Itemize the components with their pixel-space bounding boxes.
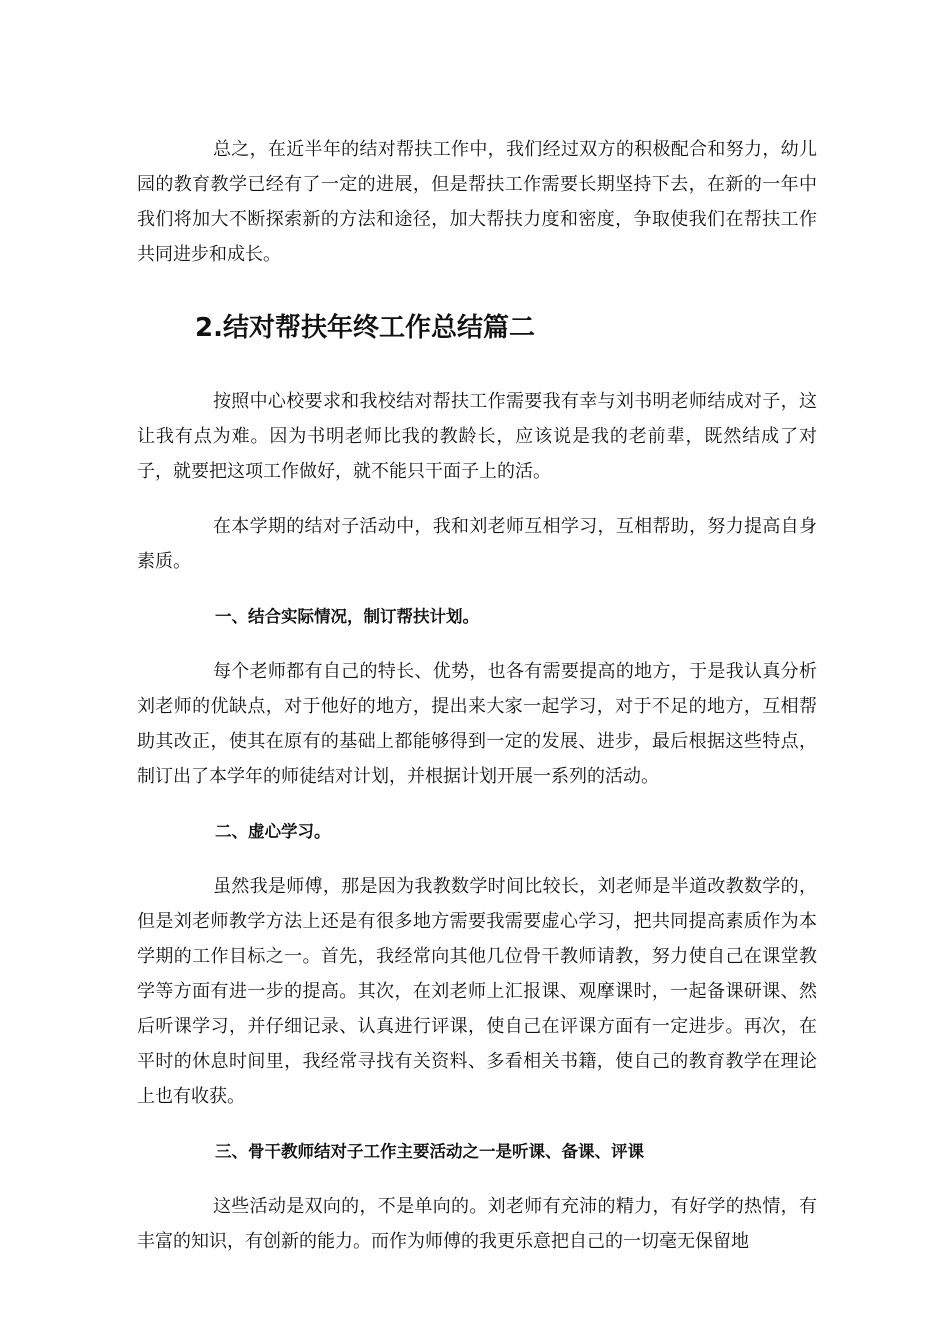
paragraph-summary: 总之，在近半年的结对帮扶工作中，我们经过双方的积极配合和努力，幼儿园的教育教学已经有了一定的进展，但是帮扶工作需要长期坚持下去，在新的一年中我们将加大不断探索新的方法和途径，加大帮扶力度和密度，争取使我们在帮扶工作共同进步和成长。: [137, 139, 817, 265]
document-page: [137, 132, 817, 1259]
subheading-plan: 一、结合实际情况，制订帮扶计划。: [215, 607, 479, 626]
paragraph-lessons: 这些活动是双向的，不是单向的。刘老师有充沛的精力，有好学的热情，有丰富的知识，有创新的能力。而作为师傅的我更乐意把自己的一切毫无保留地: [137, 1196, 817, 1252]
paragraph-activity: 在本学期的结对子活动中，我和刘老师互相学习，互相帮助，努力提高自身素质。: [137, 516, 817, 572]
paragraph-learning: 虽然我是师傅，那是因为我教数学时间比较长，刘老师是半道改教数学的，但是刘老师教学方法上还是有很多地方需要我需要虚心学习，把共同提高素质作为本学期的工作目标之一。首先，我经常向其他几位骨干教师请教，努力使自己在课堂教学等方面有进一步的提高。其次，在刘老师上汇报课、观摩课时，一起备课研课、然后听课学习，并仔细记录、认真进行评课，使自己在评课方面有一定进步。再次，在平时的休息时间里，我经常寻找有关资料、多看相关书籍，使自己的教育教学在理论上也有收获。: [137, 876, 817, 1107]
paragraph-plan: 每个老师都有自己的特长、优势，也各有需要提高的地方，于是我认真分析刘老师的优缺点，对于他好的地方，提出来大家一起学习，对于不足的地方，互相帮助其改正，使其在原有的基础上都能够得到一定的发展、进步，最后根据这些特点，制订出了本学年的师徒结对计划，并根据计划开展一系列的活动。: [137, 661, 817, 787]
section-heading: 2.结对帮扶年终工作总结篇二: [195, 313, 535, 343]
paragraph-intro: 按照中心校要求和我校结对帮扶工作需要我有幸与刘书明老师结成对子，这让我有点为难。因为书明老师比我的教龄长，应该说是我的老前辈，既然结成了对子，就要把这项工作做好，就不能只干面子上的活。: [137, 391, 817, 482]
subheading-lessons: 三、骨干教师结对子工作主要活动之一是听课、备课、评课: [215, 1142, 644, 1161]
subheading-learning: 二、虚心学习。: [215, 822, 331, 841]
